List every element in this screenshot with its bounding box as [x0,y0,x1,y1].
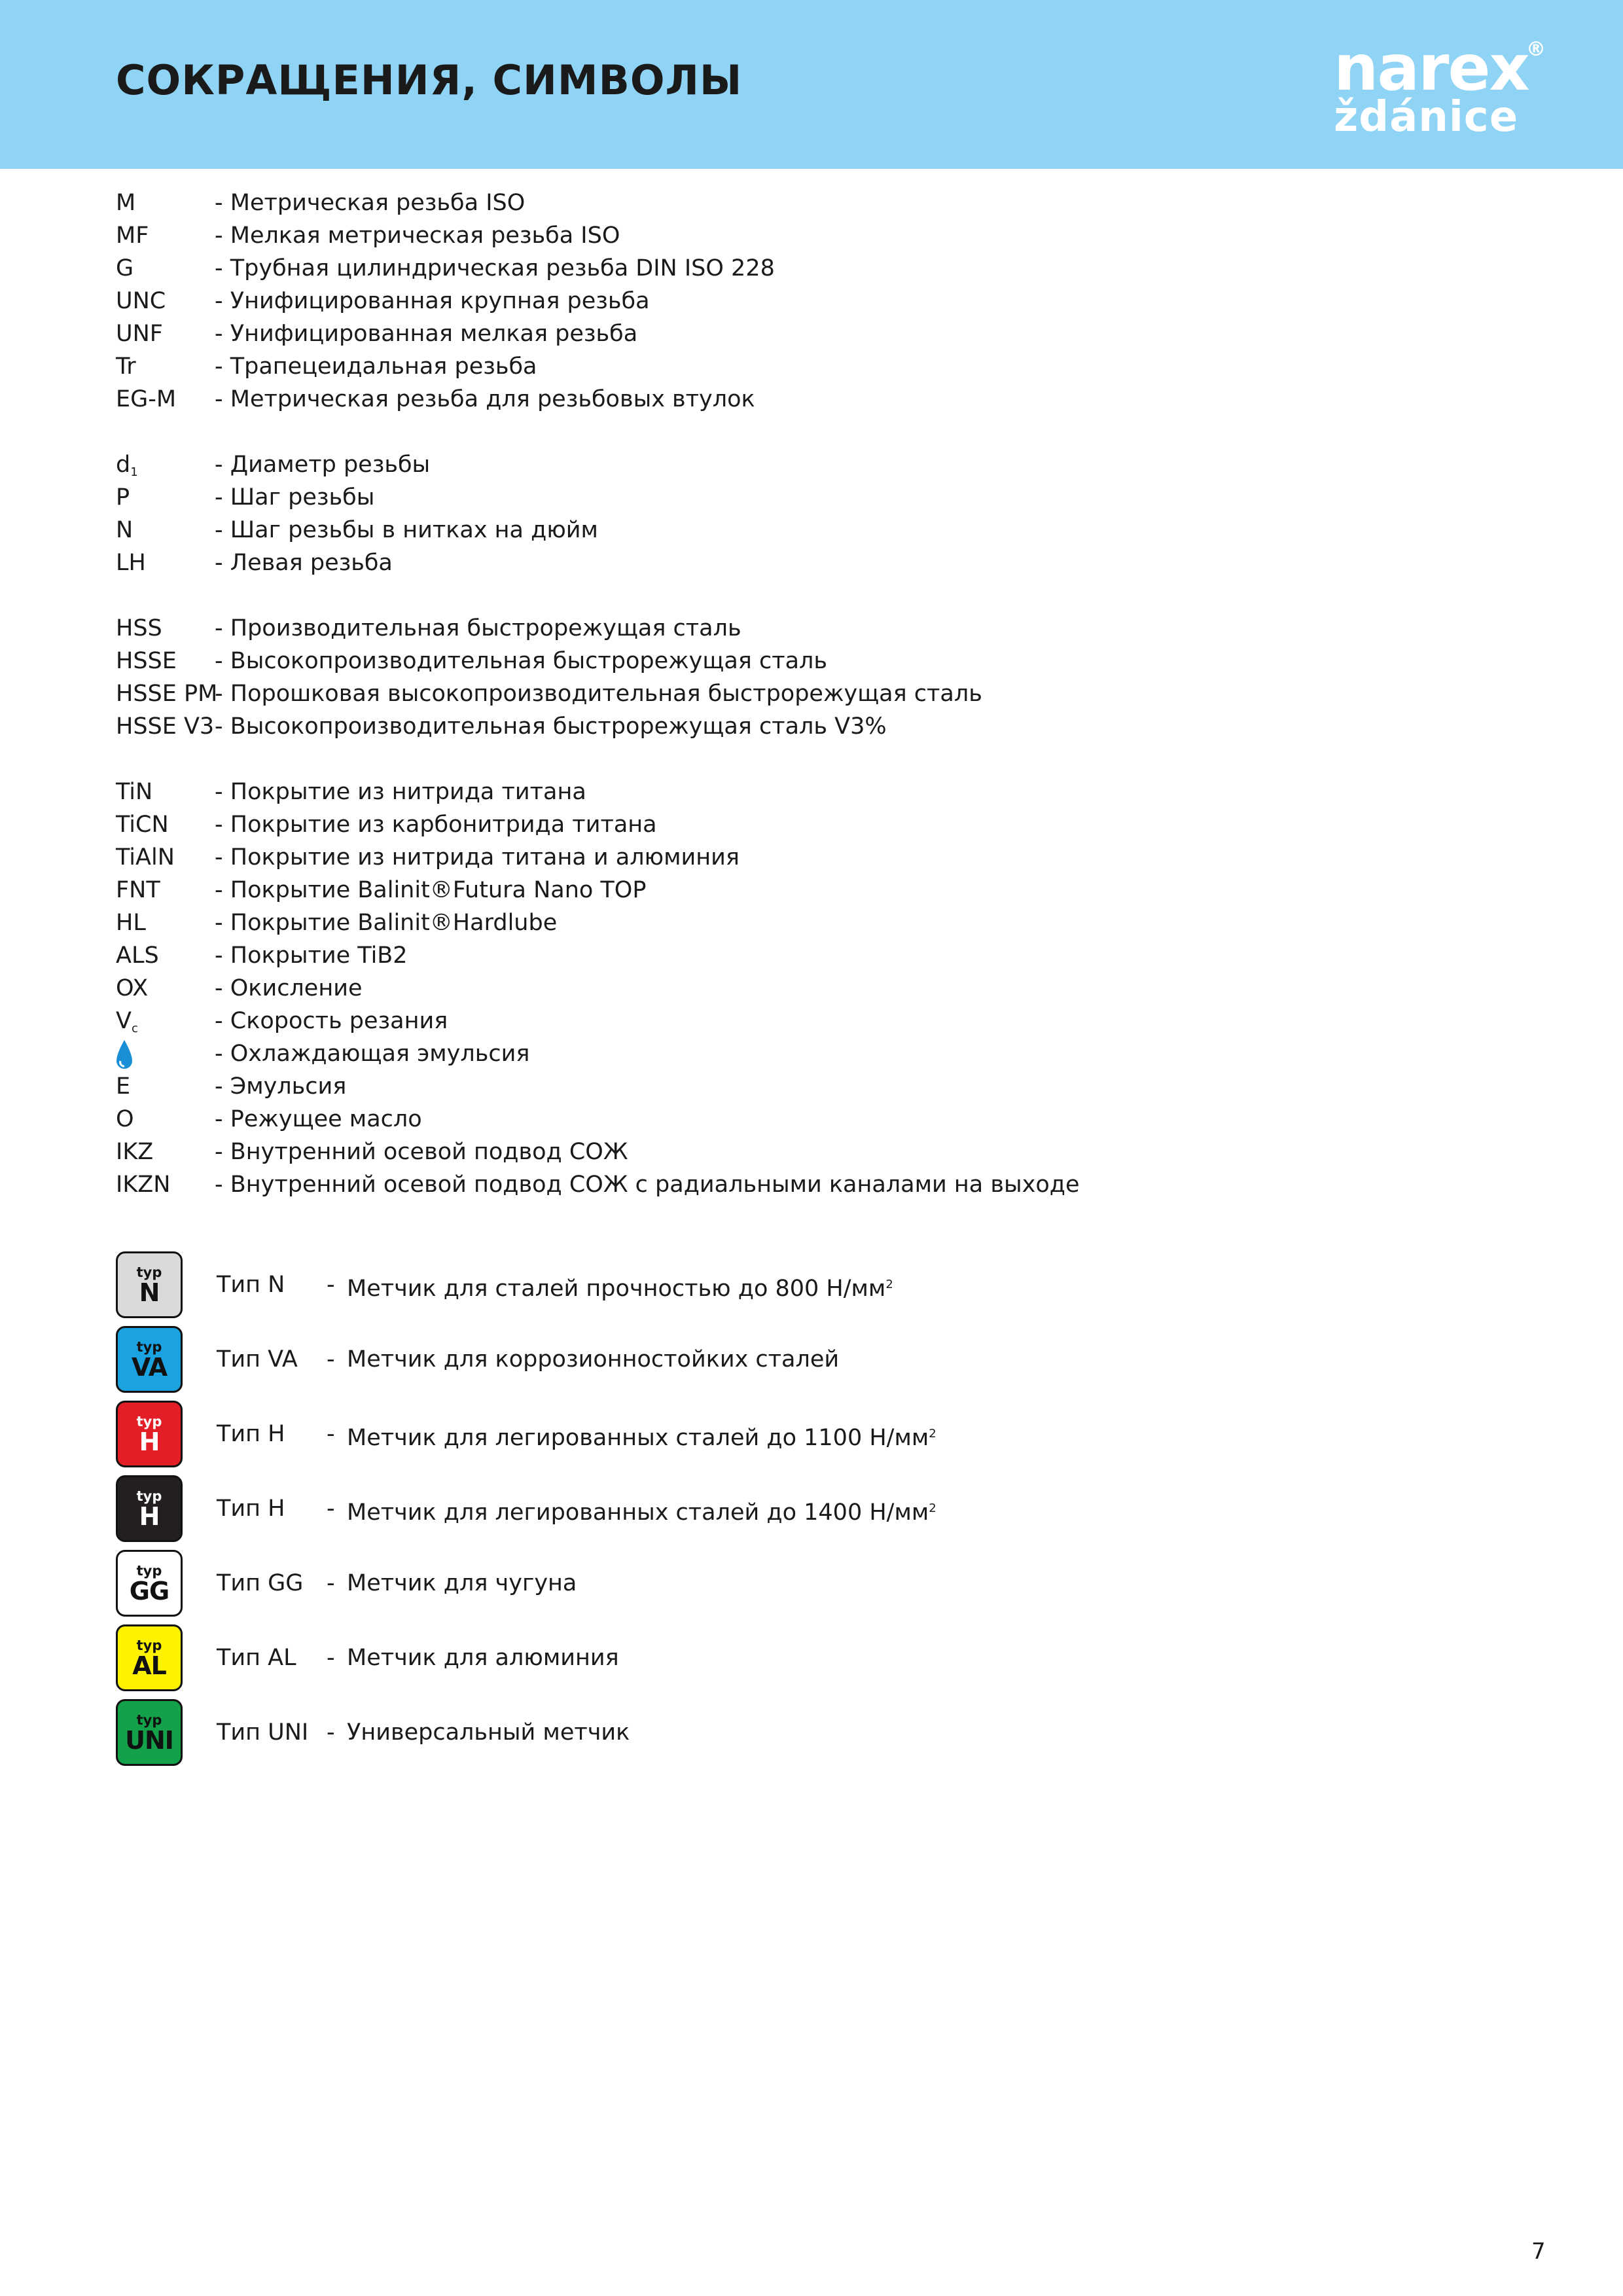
tap-type-name: Тип N [217,1272,285,1298]
abbreviation-code: O [116,1106,134,1132]
tap-type-description: Метчик для легированных сталей до 1400 $Н/мм^2$ [347,1499,936,1526]
abbreviation-code: E [116,1073,131,1100]
tap-type-description: Метчик для алюминия [347,1645,619,1671]
abbreviation-code: FNT [116,877,160,903]
tap-type-description: Метчик для сталей прочностью до 800 $Н/мм^2$ [347,1276,893,1302]
abbreviation-description: - Покрытие из нитрида титана и алюминия [215,844,740,870]
abbreviation-code: IKZ [116,1139,154,1165]
abbreviation-subscript: 1 [130,465,138,479]
tap-type-name: Тип UNI [217,1719,309,1746]
abbreviation-description: - Режущее масло [215,1106,422,1132]
abbreviation-description: - Шаг резьбы [215,484,375,511]
tap-type-badge [116,1251,183,1318]
unit-superscript: 2 [929,1427,936,1441]
tap-type-name: Тип H [217,1421,285,1447]
abbreviation-code: HSSE PM [116,681,218,707]
badge-code: N [139,1278,160,1307]
abbreviation-description: - Скорость резания [215,1008,448,1034]
tap-type-description: Метчик для коррозионностойких сталей [347,1346,840,1372]
abbreviation-code: TiN [116,779,153,805]
tap-type-badge [116,1699,183,1766]
abbreviation-description: - Покрытие из карбонитрида титана [215,812,657,838]
tap-type-dash: - [327,1645,335,1671]
tap-type-description: Универсальный метчик [347,1719,630,1746]
badge-typ-label: typ [136,1414,162,1429]
abbreviation-code: IKZN [116,1172,171,1198]
abbreviation-description: - Внутренний осевой подвод СОЖ с радиальными каналами на выходе [215,1172,1080,1198]
tap-type-description: Метчик для чугуна [347,1570,577,1596]
abbreviation-code: G [116,255,134,281]
page-number: 7 [1531,2238,1546,2265]
registered-mark: ® [1526,38,1546,61]
abbreviation-code: MF [116,223,149,249]
abbreviation-code: $V_c$ [116,1008,138,1035]
abbreviation-code: HSSE V3 [116,713,215,740]
badge-typ-label: typ [136,1265,162,1280]
abbreviation-code: M [116,190,136,216]
page-title: СОКРАЩЕНИЯ, СИМВОЛЫ [116,56,743,104]
abbreviation-code: ALS [116,942,159,969]
tap-type-name: Тип AL [217,1645,296,1671]
abbreviation-description: - Покрытие Balinit®Futura Nano TOP [215,877,647,903]
badge-code: H [139,1502,160,1531]
logo-zdanice-text: ždánice [1334,93,1519,141]
abbreviation-code: UNC [116,288,166,314]
abbreviation-code: Tr [116,353,136,380]
tap-type-name: Тип VA [217,1346,298,1372]
tap-type-dash: - [327,1421,335,1447]
badge-code: H [139,1427,160,1456]
abbreviation-subscript: c [131,1022,138,1035]
tap-type-badge [116,1326,183,1393]
unit-superscript: 2 [885,1278,893,1291]
badge-code: UNI [125,1726,173,1755]
badge-code: GG [129,1577,169,1605]
badge-typ-label: typ [136,1563,162,1579]
abbreviation-code: TiCN [116,812,169,838]
tap-type-badge [116,1624,183,1691]
abbreviation-code: P [116,484,130,511]
tap-type-dash: - [327,1496,335,1522]
unit-superscript: 2 [929,1501,936,1515]
tap-type-badge [116,1401,183,1467]
tap-type-name: Тип GG [217,1570,304,1596]
abbreviation-code: OX [116,975,149,1001]
abbreviation-code: EG-M [116,386,177,412]
abbreviation-code: HSS [116,615,162,641]
badge-typ-label: typ [136,1339,162,1355]
page-header [0,0,1623,169]
tap-type-name: Тип H [217,1496,285,1522]
abbreviation-description: - Диаметр резьбы [215,452,431,478]
abbreviation-description: - Порошковая высокопроизводительная быстрорежущая сталь [215,681,982,707]
tap-type-description: Метчик для легированных сталей до 1100 $Н/мм^2$ [347,1425,936,1451]
abbreviation-description: - Покрытие TiB2 [215,942,408,969]
abbreviation-description: - Левая резьба [215,550,393,576]
badge-typ-label: typ [136,1488,162,1504]
abbreviation-code: UNF [116,321,163,347]
badge-typ-label: typ [136,1638,162,1653]
abbreviation-description: - Эмульсия [215,1073,347,1100]
abbreviation-description: - Шаг резьбы в нитках на дюйм [215,517,598,543]
badge-typ-label: typ [136,1712,162,1728]
abbreviation-code: $d_1$ [116,452,138,479]
abbreviation-description: - Охлаждающая эмульсия [215,1041,530,1067]
tap-type-badge [116,1550,183,1617]
abbreviation-description: - Покрытие из нитрида титана [215,779,586,805]
badge-code: VA [131,1353,168,1382]
abbreviation-code: N [116,517,134,543]
abbreviation-description: - Метрическая резьба для резьбовых втулок [215,386,755,412]
tap-type-dash: - [327,1570,335,1596]
abbreviation-code: LH [116,550,146,576]
abbreviation-description: - Трапецеидальная резьба [215,353,537,380]
abbreviation-description: - Покрытие Balinit®Hardlube [215,910,558,936]
abbreviation-description: - Высокопроизводительная быстрорежущая сталь V3% [215,713,887,740]
abbreviation-description: - Трубная цилиндрическая резьба DIN ISO 228 [215,255,775,281]
abbreviation-code: TiAlN [116,844,175,870]
tap-type-dash: - [327,1719,335,1746]
abbreviation-description: - Высокопроизводительная быстрорежущая сталь [215,648,828,674]
badge-code: AL [132,1651,166,1680]
abbreviation-description: - Окисление [215,975,363,1001]
abbreviation-description: - Метрическая резьба ISO [215,190,526,216]
abbreviation-code: HSSE [116,648,177,674]
abbreviation-description: - Производительная быстрорежущая сталь [215,615,741,641]
tap-type-dash: - [327,1272,335,1298]
narex-logo [1327,31,1550,148]
tap-type-dash: - [327,1346,335,1372]
tap-type-badge [116,1475,183,1542]
abbreviation-description: - Унифицированная крупная резьба [215,288,650,314]
abbreviation-description: - Внутренний осевой подвод СОЖ [215,1139,628,1165]
logo-narex-text: narex [1334,31,1529,105]
abbreviation-code: HL [116,910,146,936]
coolant-drop-icon [114,1039,135,1073]
abbreviation-description: - Унифицированная мелкая резьба [215,321,638,347]
abbreviation-description: - Мелкая метрическая резьба ISO [215,223,620,249]
